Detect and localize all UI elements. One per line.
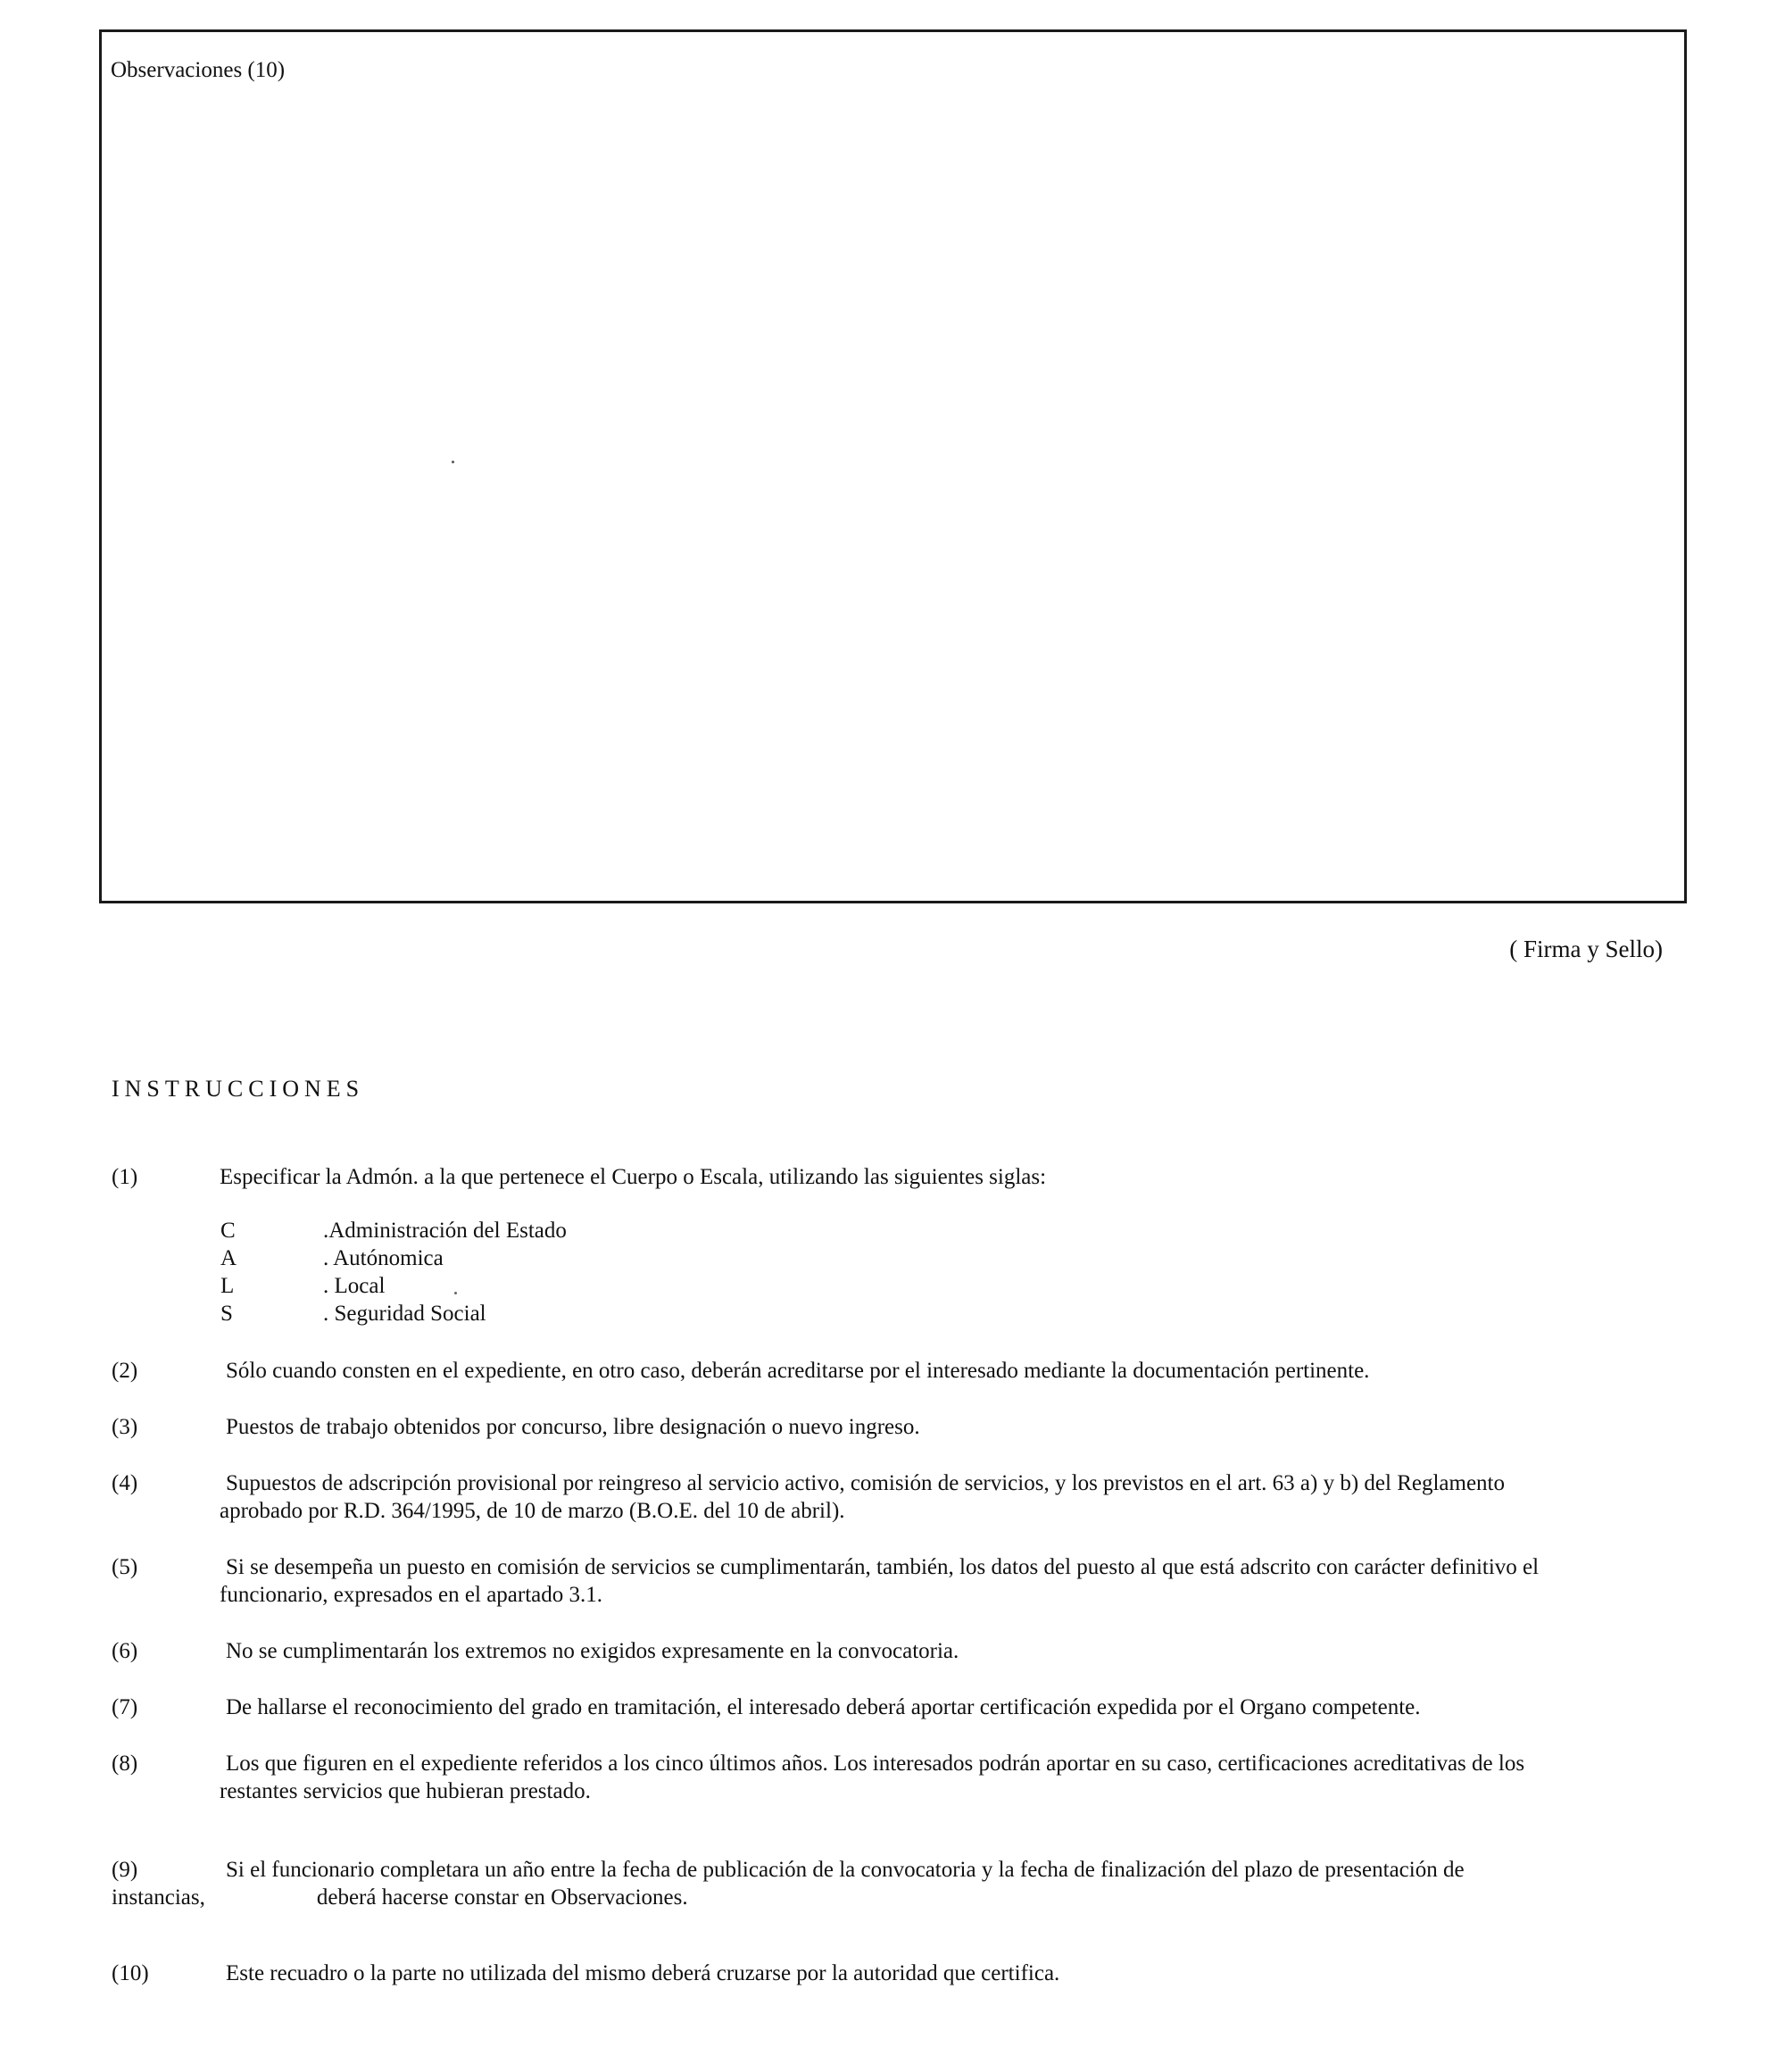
sigla-code: L (220, 1274, 235, 1298)
instruction-number: (9) (112, 1858, 138, 1882)
instruction-text (220, 1553, 1673, 1609)
instruction-number: (2) (112, 1359, 138, 1383)
instruction-text: De hallarse el reconocimiento del grado en tramitación, el interesado deberá aportar certificación expedida por el Organo competente. (226, 1695, 1421, 1719)
instruction-number: (6) (112, 1639, 138, 1663)
sigla-label: . Local (323, 1274, 386, 1298)
instruction-line: Si se desempeña un puesto en comisión de servicios se cumplimentarán, también, los datos del puesto al que está adscrito con carácter definitivo el (226, 1555, 1540, 1579)
instruction-item-10 (112, 1960, 1673, 1987)
instruction-line: restantes servicios que hubieran prestado. (220, 1779, 591, 1803)
observations-label: Observaciones (10) (111, 58, 286, 82)
sigla-code: A (220, 1246, 237, 1270)
sigla-row (220, 1219, 567, 1242)
stray-dot (454, 1292, 457, 1294)
instruction-text: No se cumplimentarán los extremos no exigidos expresamente en la convocatoria. (226, 1639, 959, 1663)
instruction-text: deberá hacerse constar en Observaciones. (316, 1885, 688, 1910)
instruction-number: (4) (112, 1471, 138, 1495)
instruction-line: Supuestos de adscripción provisional por reingreso al servicio activo, comisión de servicios, y los previstos en el art. 63 a) y b) del Reglamento (226, 1471, 1505, 1495)
instruction-line (112, 1884, 1673, 1911)
instruction-text: Si el funcionario completara un año entre la fecha de publicación de la convocatoria y la fecha de finalización del plazo de presentación de (226, 1858, 1465, 1882)
instruction-text: Sólo cuando consten en el expediente, en otro caso, deberán acreditarse por el interesado mediante la documentación pertinente. (226, 1359, 1370, 1383)
instruction-text: Este recuadro o la parte no utilizada del mismo deberá cruzarse por la autoridad que certifica. (226, 1961, 1060, 1985)
instruction-item-5 (112, 1553, 1673, 1609)
instruction-number: (1) (112, 1165, 138, 1189)
instruction-line: aprobado por R.D. 364/1995, de 10 de marzo (B.O.E. del 10 de abril). (220, 1499, 845, 1523)
instruction-text: Puestos de trabajo obtenidos por concurso, libre designación o nuevo ingreso. (226, 1415, 920, 1439)
instruction-line: Los que figuren en el expediente referidos a los cinco últimos años. Los interesados podrán aportar en su caso, certificaciones acreditativas de los (226, 1752, 1525, 1776)
instruction-item-2 (112, 1357, 1673, 1385)
instruction-number: (10) (112, 1961, 149, 1985)
instruction-text (220, 1469, 1673, 1525)
sigla-code: S (220, 1302, 233, 1326)
instruction-line: funcionario, expresados en el apartado 3.1. (220, 1583, 603, 1607)
instruction-item-9 (112, 1856, 1673, 1911)
instruction-text: Especificar la Admón. a la que pertenece el Cuerpo o Escala, utilizando las siguientes siglas: (220, 1165, 1047, 1189)
instruction-number: (5) (112, 1555, 138, 1579)
instruction-item-6 (112, 1637, 1673, 1665)
instruction-number: (3) (112, 1415, 138, 1439)
stray-dot (452, 461, 454, 463)
instruction-text: instancias, (112, 1885, 205, 1910)
sigla-label: . Seguridad Social (323, 1302, 486, 1326)
instruction-item-4 (112, 1469, 1673, 1525)
sigla-label: . Autónomica (323, 1246, 444, 1270)
instruction-item-3 (112, 1413, 1673, 1441)
sigla-row (220, 1275, 385, 1297)
observations-box (99, 29, 1687, 903)
signature-stamp-label: ( Firma y Sello) (1509, 936, 1663, 962)
instruction-text (220, 1750, 1673, 1805)
instruction-number: (7) (112, 1695, 138, 1719)
instruction-line (112, 1856, 1673, 1884)
instruction-number: (8) (112, 1752, 138, 1776)
instructions-title: INSTRUCCIONES (112, 1076, 365, 1102)
sigla-row (220, 1247, 444, 1269)
sigla-row (220, 1302, 486, 1325)
sigla-code: C (220, 1219, 236, 1243)
instruction-item-1 (112, 1163, 1673, 1191)
sigla-label: .Administración del Estado (323, 1219, 567, 1243)
instruction-item-8 (112, 1750, 1673, 1805)
instruction-item-7 (112, 1693, 1673, 1721)
